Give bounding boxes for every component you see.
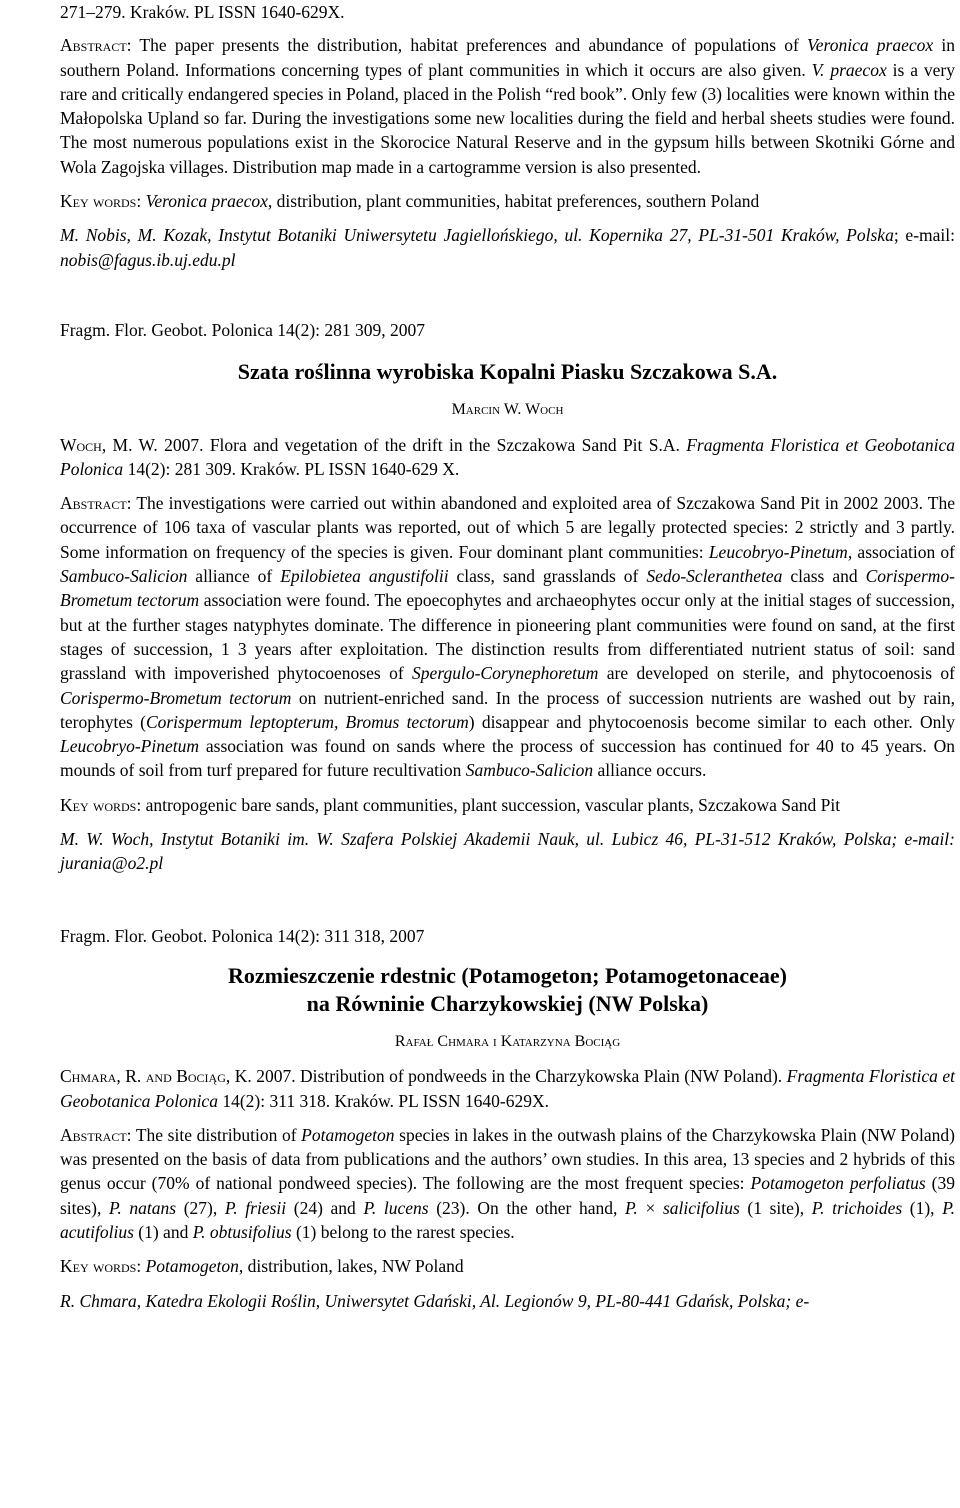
article-szczakowa (60, 318, 955, 876)
keywords-text: Veronica praecox, distribution, plant communities, habitat preferences, southern Poland (145, 191, 760, 212)
journal-citation: Fragm. Flor. Geobot. Polonica 14(2): 281 309, 2007 (60, 319, 426, 340)
author-address: M. Nobis, M. Kozak, Instytut Botaniki Uniwersytetu Jagiellońskiego, ul. Kopernika 27, PL-31-501 Kraków, Polska; e-mail: nobis@fagus.ib.uj.edu.pl (60, 225, 955, 270)
reference: Chmara, R. and Bociąg, K. 2007. Distribution of pondweeds in the Charzykowska Plain (NW Poland). Fragmenta Floristica et Geobotanica Polonica 14(2): 311 318. Kraków. PL ISSN 1640-629X. (60, 1066, 955, 1111)
keywords-text: antropogenic bare sands, plant communities, plant succession, vascular plants, Szczakowa Sand Pit (145, 794, 841, 815)
header-line: 271–279. Kraków. PL ISSN 1640-629X. (60, 2, 345, 22)
abstract (60, 491, 955, 783)
article-author: Marcin W. Woch (451, 401, 564, 419)
keywords (60, 793, 955, 817)
keywords-label: Key words: (60, 1256, 142, 1277)
keywords-label: Key words: (60, 191, 142, 212)
abstract-text: The paper presents the distribution, habitat preferences and abundance of populations of Veronica praecox in southern Poland. Informations concerning types of plant communities in which it occurs are also given. V. praecox is a very rare and critically endangered species in Poland, placed in the Polish “red book”. Only few (3) localities were known within the Małopolska Upland so far. During the investigations some new localities during the field and herbal sheets studies were found. The most numerous populations exist in the Skorocice Natural Reserve and in the gypsum hills between Skotniki Górne and Wola Zagojska villages. Distribution map made in a cartogramme version is also presented. (60, 35, 955, 177)
keywords-label: Key words: (60, 794, 142, 815)
abstract (60, 1123, 955, 1244)
abstract-text: The investigations were carried out within abandoned and exploited area of Szczakowa Sand Pit in 2002 2003. The occurrence of 106 taxa of vascular plants was reported, out of which 5 are legally protected species: 2 strictly and 3 partly. Some information on frequency of the species is given. Four dominant plant communities: Leucobryo-Pinetum, association of Sambuco-Salicion alliance of Epilobietea angustifolii class, sand grasslands of Sedo-Scleranthetea class and Corispermo-Brometum tectorum association were found. The epoecophytes and archaeophytes occur only at the initial stages of succession, but at the further stages natyphytes dominate. The difference in pioneering plant communities were found on sand, at the first stages of succession, 1 3 years after exploitation. The distinction results from differentiated nutrient status of soil: sand grassland with impoverished phytocoenoses of Spergulo-Corynephoretum are developed on sterile, and phytocoenosis of Corispermo-Brometum tectorum on nutrient-enriched sand. In the process of succession nutrients are washed out by rain, terophytes (Corispermum leptopterum, Bromus tectorum) disappear and phytocoenosis become similar to each other. Only Leucobryo-Pinetum association was found on sands where the process of succession has continued for 40 to 45 years. On mounds of soil from turf prepared for future recultivation Sambuco-Salicion alliance occurs. (60, 493, 956, 781)
journal-citation: Fragm. Flor. Geobot. Polonica 14(2): 311 318, 2007 (60, 925, 425, 946)
author-address: R. Chmara, Katedra Ekologii Roślin, Uniwersytet Gdański, Al. Legionów 9, PL-80-441 Gdańsk, Polska; e- (60, 1290, 810, 1311)
abstract-label: Abstract: (60, 35, 132, 56)
article-title-line-1: Rozmieszczenie rdestnic (Potamogeton; Potamogetonaceae) (228, 962, 787, 988)
abstract-label: Abstract: (60, 1124, 132, 1145)
author-address: M. W. Woch, Instytut Botaniki im. W. Szafera Polskiej Akademii Nauk, ul. Lubicz 46, PL-31-512 Kraków, Polska; e-mail: jurania@o2.pl (60, 829, 955, 874)
keywords-text: Potamogeton, distribution, lakes, NW Poland (145, 1256, 464, 1277)
keywords (60, 1254, 955, 1278)
abstract (60, 33, 955, 179)
keywords (60, 189, 955, 213)
article-author: Rafał Chmara i Katarzyna Bociąg (394, 1032, 621, 1050)
article-title-line-2: na Równinie Charzykowskiej (NW Polska) (306, 990, 709, 1016)
abstract-text: The site distribution of Potamogeton species in lakes in the outwash plains of the Charzykowska Plain (NW Poland) was presented on the basis of data from publications and the authors’ own studies. In this area, 13 species and 2 hybrids of this genus occur (70% of national pondweed species). The following are the most frequent species: Potamogeton perfoliatus (39 sites), P. natans (27), P. friesii (24) and P. lucens (23). On the other hand, P. × salicifolius (1 site), P. trichoides (1), P. acutifolius (1) and P. obtusifolius (1) belong to the rarest species. (60, 1124, 956, 1242)
reference: Woch, M. W. 2007. Flora and vegetation of the drift in the Szczakowa Sand Pit S.A. Fragmenta Floristica et Geobotanica Polonica 14(2): 281 309. Kraków. PL ISSN 1640-629 X. (60, 434, 955, 479)
document-page (60, 0, 955, 1313)
article-title: Szata roślinna wyrobiska Kopalni Piasku Szczakowa S.A. (237, 359, 778, 385)
article-potamogeton (60, 924, 955, 1313)
article-veronica (60, 0, 955, 272)
abstract-label: Abstract: (60, 493, 132, 514)
